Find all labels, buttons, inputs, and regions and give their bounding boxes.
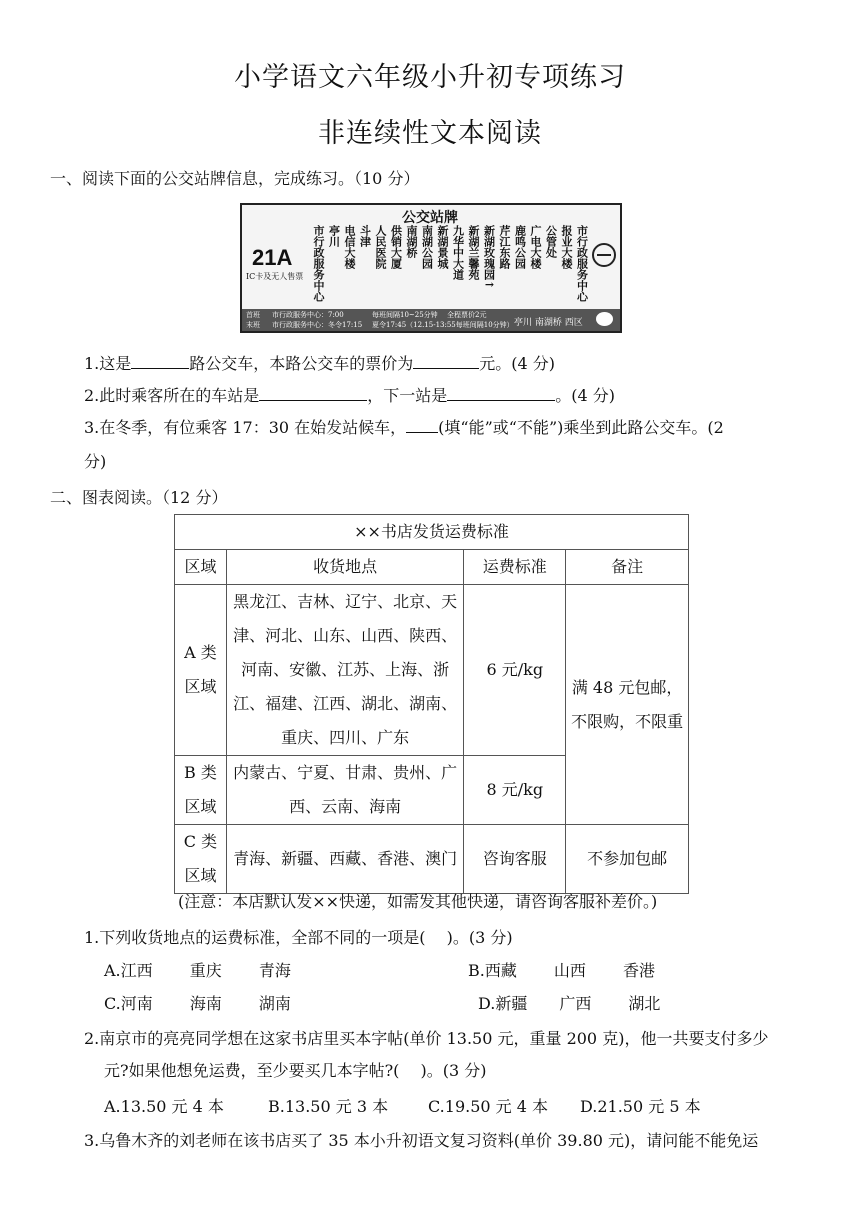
bus-stop: 南湖桥 [405,225,418,258]
first-bus-text: 市行政服务中心：7:00 [272,311,344,319]
answer-blank[interactable] [259,386,367,401]
q2-part: 。(4 分) [555,386,616,405]
table-header: 备注 [566,550,689,585]
bus-stop-sign [240,203,622,333]
q3-part: 3.在冬季，有位乘客 17：30 在始发站候车， [84,418,407,437]
current-stop-icon [592,243,616,267]
bus-stop: 广电大楼 [529,225,542,269]
table-note: (注意：本店默认发××快递，如需发其他快递，请咨询客服补差价。) [178,892,658,911]
last-bus-label: 末班 [246,321,260,329]
bus-stop: 亭川 [327,225,341,247]
q3-part: (填“能”或“不能”)乘坐到此路公交车。(2 [438,418,724,437]
s2-q2-option-b: B.13.50 元 3 本 [268,1097,389,1116]
q1-part: 路公交车，本路公交车的票价为 [189,354,414,373]
bus-stop: 市行政服务中心 [575,225,589,302]
answer-blank[interactable] [413,354,479,369]
table-cell-area: B 类区域 [175,756,227,825]
s1-question-3 [84,415,724,438]
answer-blank[interactable] [406,418,438,433]
q1-part: 元。(4 分) [479,354,556,373]
bus-stop: 报业大楼 [560,225,573,269]
q1-part: 1.这是 [84,354,132,373]
s2-question-1: 1.下列收货地点的运费标准，全部不同的一项是( )。(3 分) [84,928,513,947]
s1-question-1 [84,351,555,374]
bus-stop: 公管处 [544,225,558,258]
table-cell-note: 不参加包邮 [566,825,689,894]
s2-q1-option-b: B.西藏 山西 香港 [468,961,656,980]
interval-text: 每班间隔10~25分钟 [372,311,438,319]
bus-stop: 电信大楼 [343,225,356,269]
bus-stop: 斗津 [358,225,372,247]
s1-question-3-end: 分) [84,452,107,471]
sign-footer [242,309,620,331]
last-bus-text: 市行政服务中心：冬令17:15 [272,321,363,329]
summer-text: 夏令17:45（12.15-13:55每班间隔10分钟） [372,321,514,329]
section2-heading: 二、图表阅读。（12 分） [50,488,228,507]
table-cell-places: 内蒙古、宁夏、甘肃、贵州、广西、云南、海南 [226,756,463,825]
s1-question-2 [84,383,615,406]
section1-heading: 一、阅读下面的公交站牌信息，完成练习。（10 分） [50,169,420,188]
table-cell-area: A 类区域 [175,585,227,756]
s2-q1-option-c: C.河南 海南 湖南 [104,994,291,1013]
s2-question-2-cont: 元?如果他想免运费，至少要买几本字帖?( )。(3 分) [104,1061,487,1080]
answer-blank[interactable] [131,354,189,369]
s2-question-2: 2.南京市的亮亮同学想在这家书店里买本字帖(单价 13.50 元，重量 200 克)，他一共要支付多少 [84,1029,769,1048]
page-subtitle: 非连续性文本阅读 [318,118,542,149]
table-header: 运费标准 [464,550,566,585]
next-stops-text: 亭川 南湖桥 西区 [514,318,583,328]
s2-question-3: 3.乌鲁木齐的刘老师在该书店买了 35 本小升初语文复习资料(单价 39.80 元)，请问能不能免运 [84,1131,759,1150]
fare-text: 全程票价2元 [447,311,487,319]
s2-q2-option-c: C.19.50 元 4 本 [428,1097,549,1116]
s2-q2-option-d: D.21.50 元 5 本 [580,1097,701,1116]
q2-part: ，下一站是 [367,386,448,405]
s2-q1-option-d: D.新疆 广西 湖北 [478,994,661,1013]
route-number: 21A [252,245,293,270]
table-title: ××书店发货运费标准 [175,515,689,550]
table-header: 区域 [175,550,227,585]
table-cell-area: C 类区域 [175,825,227,894]
bus-stop: 南湖公园 [420,225,434,269]
freight-table [174,514,689,894]
bus-stop: 芹江东路 [498,225,511,269]
direction-arrow-icon [596,312,613,326]
bus-stop: 九华中大道 [451,225,465,280]
bus-stop: 市行政服务中心 [312,225,325,302]
q2-part: 2.此时乘客所在的车站是 [84,386,260,405]
s2-q2-option-a: A.13.50 元 4 本 [104,1097,224,1116]
table-header: 收货地点 [226,550,463,585]
table-cell-fee: 咨询客服 [464,825,566,894]
answer-blank[interactable] [447,386,555,401]
first-bus-label: 首班 [246,311,260,319]
bus-stop: 新湖景城 [436,225,449,269]
bus-stop: 供销大厦 [389,225,403,269]
bus-stop: 人民医院 [374,225,387,269]
table-cell-fee: 8 元/kg [464,756,566,825]
route-subtitle: IC卡及无人售票 [246,272,304,281]
bus-stop: 鹿鸣公园 [513,225,527,269]
table-cell-fee: 6 元/kg [464,585,566,756]
table-cell-places: 青海、新疆、西藏、香港、澳门 [226,825,463,894]
sign-title: 公交站牌 [402,210,458,226]
bus-stop: 新湖兰馨苑 [467,225,480,280]
table-cell-places: 黑龙江、吉林、辽宁、北京、天津、河北、山东、山西、陕西、河南、安徽、江苏、上海、浙江、福建、江西、湖北、湖南、重庆、四川、广东 [226,585,463,756]
bus-stop: 新湖玫瑰园↑ [482,225,496,290]
page-title: 小学语文六年级小升初专项练习 [234,62,626,93]
s2-q1-option-a: A.江西 重庆 青海 [104,961,291,980]
table-cell-note: 满 48 元包邮，不限购，不限重 [566,585,689,825]
